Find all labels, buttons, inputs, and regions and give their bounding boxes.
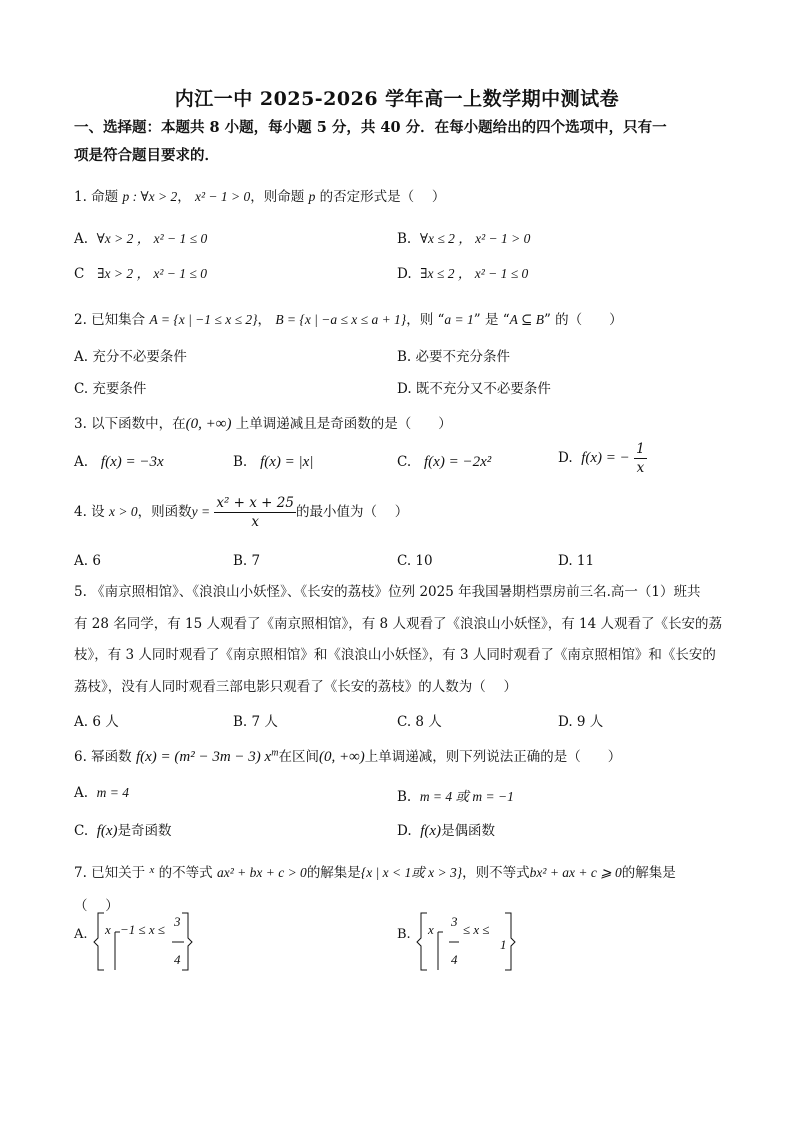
question-2-option-c: C. 充要条件 [74,381,147,397]
question-4-option-a: A. 6 [74,553,101,569]
question-5-option-c: C. 8 人 [397,714,442,730]
question-7-answer-paren: （ ） [74,898,119,914]
question-6-option-b: B. m = 4 或 m = −1 [397,789,514,805]
question-7-option-a: A. x −1 ≤ x ≤ 3 4 [74,910,224,974]
section-header-line1: 一、选择题：本题共 8 小题，每小题 5 分，共 40 分．在每小题给出的四个选项中，只有一 [74,119,667,136]
question-2-option-d: D. 既不充分又不必要条件 [397,381,551,397]
question-4-option-c: C. 10 [397,553,433,569]
question-2-option-a: A. 充分不必要条件 [74,349,187,365]
question-1-stem: 1. 命题 p : ∀x > 2， x² − 1 > 0，则命题 p 的否定形式是（ ） [74,189,446,205]
question-4-option-d: D. 11 [558,553,595,569]
question-6-option-d: D. f(x)是偶函数 [397,823,496,839]
question-2-stem: 2. 已知集合 A = {x | −1 ≤ x ≤ 2}， B = {x | −a ≤ x ≤ a + 1}，则 “a = 1” 是 “A ⊆ B” 的（ ） [74,312,623,328]
question-2-option-b: B. 必要不充分条件 [397,349,511,365]
section-header [74,114,724,170]
set-braces-a [74,910,224,974]
question-3-option-b: B. f(x) = |x| [233,454,314,470]
question-1-option-c: C ∃x > 2 ， x² − 1 ≤ 0 [74,266,207,282]
question-7-option-b: B. x 3 4 ≤ x ≤ 1 [397,910,547,974]
question-4-fraction: $\frac{\text{x² + x + 25}}{x}$ [216,495,294,530]
set-braces-b [397,910,547,974]
question-5-option-d: D. 9 人 [558,714,604,730]
question-1-option-d: D. ∃x ≤ 2 ， x² − 1 ≤ 0 [397,266,529,282]
question-1-option-a: A. ∀x > 2 ， x² − 1 ≤ 0 [74,231,208,247]
question-7-stem: 7. 已知关于 $^x$ 的不等式 ax² + bx + c > 0的解集是{x | x < 1或 x > 3}，则不等式bx² + ax + c ⩾ 0的解集是 [74,864,676,881]
question-1-option-b: B. ∀x ≤ 2 ， x² − 1 > 0 [397,231,531,247]
question-3-option-d-fraction: $\frac{1}{x}$ [636,441,645,476]
question-5-stem: 5. 《南京照相馆》、《浪浪山小妖怪》、《长安的荔枝》位列 2025 年我国暑期档票房前三名.高一（1）班共 有 28 名同学，有 15 人观看了《南京照相馆》，有 8 人观看了《浪浪山小妖怪》，有 14 人观看了《长安的荔 枝》，有 3 人同时观看了《南京照相馆》和《浪浪山小妖怪》，有 3 人同时观看了《南京照相馆》和《长安的 荔枝》，没有人同时观看三部电影只观看了《长安的荔枝》的人数为（ ） [74,584,722,695]
question-5-option-b: B. 7 人 [233,714,278,730]
question-3-option-d: D. f(x) = − $\frac{1}{x}$ [558,441,645,476]
question-3-option-c: C. f(x) = −2x² [397,454,492,470]
question-4-stem: 4. 设 x > 0，则函数y = $\frac{\text{x² + x + 25}}{x}$ 的最小值为（ ） [74,495,409,530]
question-3-stem: 3. 以下函数中，在(0, +∞) 上单调递减且是奇函数的是（ ） [74,416,452,432]
question-6-option-a: A. m = 4 [74,785,129,801]
question-4-option-b: B. 7 [233,553,261,569]
question-5-option-a: A. 6 人 [74,714,119,730]
question-3-option-a: A. f(x) = −3x [74,454,164,470]
question-6-stem: 6. 幂函数 f(x) = (m² − 3m − 3) $x^m$在区间(0, +∞)上单调递减，则下列说法正确的是（ ） [74,747,622,765]
section-header-line2: 项是符合题目要求的． [74,147,219,164]
question-6-option-c: C. f(x)是奇函数 [74,823,172,839]
exam-title: 内江一中 2025-2026 学年高一上数学期中测试卷 [174,88,620,110]
